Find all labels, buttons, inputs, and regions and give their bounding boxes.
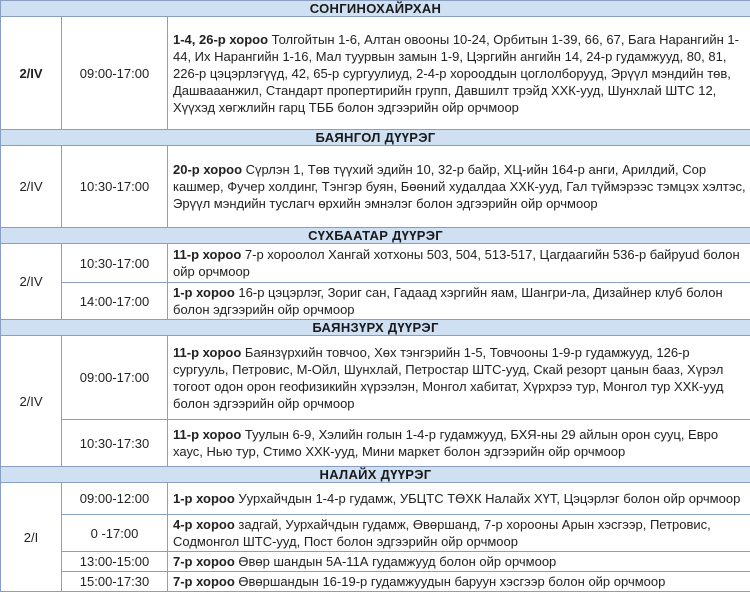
schedule-row <box>1 483 750 515</box>
location-description-cell <box>168 515 750 552</box>
affected-locations-text: 7-р хороолол Хангай хотхоны 503, 504, 513-517, Цагдаагийн 536-р байруud болон ойр орчмоор <box>173 247 740 279</box>
khoroo-label: 7-р хороо <box>173 574 235 589</box>
district-header-row <box>1 130 750 146</box>
time-range-cell: 10:30-17:00 <box>62 244 168 283</box>
date-cell: 2/IV <box>1 244 62 320</box>
district-name: СОНГИНОХАЙРХАН <box>1 1 750 17</box>
schedule-row <box>1 420 750 467</box>
date-cell: 2/IV <box>1 17 62 130</box>
schedule-row <box>1 572 750 592</box>
khoroo-label: 1-4, 26-р хороо <box>173 32 268 47</box>
schedule-row <box>1 244 750 283</box>
khoroo-label: 11-р хороо <box>173 427 241 442</box>
time-range-cell: 15:00-17:30 <box>62 572 168 592</box>
location-description-cell <box>168 336 750 420</box>
schedule-row <box>1 515 750 552</box>
time-range-cell: 09:00-17:00 <box>62 336 168 420</box>
affected-locations-text: Өвөр шандын 5А-11А гудамжууд болон ойр орчмоор <box>235 554 557 569</box>
schedule-row <box>1 17 750 130</box>
schedule-body <box>1 1 750 592</box>
location-description-cell <box>168 283 750 320</box>
khoroo-label: 11-р хороо <box>173 345 241 360</box>
affected-locations-text: Өвөршандын 16-19-р гудамжуудын баруун хэсгээр болон ойр орчмоор <box>235 574 666 589</box>
affected-locations-text: 16-р цэцэрлэг, Зориг сан, Гадаад хэргийн яам, Шангри-ла, Дизайнер клуб болон болон эдгээрийн ойр орчмоор <box>173 285 723 317</box>
khoroo-label: 20-р хороо <box>173 162 242 177</box>
affected-locations-text: Баянзүрхийн товчоо, Хөх тэнгэрийн 1-5, Товчооны 1-9-р гудамжууд, 126-р сургууль, Петровис, М-Ойл, Шунхлай, Петростар ШТС-ууд, Скай резорт цанын бааз, Хүрэл тогоот одон орон геофизикийн хүрээлэн, Монгол хабитат, Хүрхрээ тур, Монгол тур ХХК-ууд болон эдгээрийн ойр орчмоор <box>173 345 723 411</box>
date-cell: 2/IV <box>1 146 62 228</box>
time-range-cell: 13:00-15:00 <box>62 552 168 572</box>
time-range-cell: 09:00-12:00 <box>62 483 168 515</box>
time-range-cell: 10:30-17:30 <box>62 420 168 467</box>
khoroo-label: 1-р хороо <box>173 491 235 506</box>
district-name: БАЯНГОЛ ДҮҮРЭГ <box>1 130 750 146</box>
location-description-cell <box>168 146 750 228</box>
khoroo-label: 4-р хороо <box>173 517 235 532</box>
date-cell: 2/IV <box>1 336 62 467</box>
location-description-cell <box>168 244 750 283</box>
district-header-row <box>1 467 750 483</box>
affected-locations-text: Уурхайчдын 1-4-р гудамж, УБЦТС ТӨХК Налайх ХҮТ, Цэцэрлэг болон ойр орчмоор <box>235 491 741 506</box>
district-header-row <box>1 1 750 17</box>
schedule-row <box>1 336 750 420</box>
time-range-cell: 09:00-17:00 <box>62 17 168 130</box>
location-description-cell <box>168 552 750 572</box>
khoroo-label: 1-р хороо <box>173 285 235 300</box>
district-name: СҮХБААТАР ДҮҮРЭГ <box>1 228 750 244</box>
location-description-cell <box>168 17 750 130</box>
district-name: НАЛАЙХ ДҮҮРЭГ <box>1 467 750 483</box>
khoroo-label: 11-р хороо <box>173 247 241 262</box>
time-range-cell: 0 -17:00 <box>62 515 168 552</box>
schedule-row <box>1 283 750 320</box>
district-name: БАЯНЗҮРХ ДҮҮРЭГ <box>1 320 750 336</box>
location-description-cell <box>168 572 750 592</box>
affected-locations-text: Туулын 6-9, Хэлийн голын 1-4-р гудамжууд, БХЯ-ны 29 айлын орон сууц, Евро хаус, Нью тур, Стимо ХХК-ууд, Мини маркет болон эдгээрийн ойр орчмоор <box>173 427 718 459</box>
affected-locations-text: Сүрлэн 1, Төв түүхий эдийн 10, 32-р байр, ХЦ-ийн 164-р анги, Арилдий, Сор кашмер, Фучер холдинг, Тэнгэр буян, Бөөний худалдаа ХХК-ууд, Гал түймэрээс тэмцэх хэлтэс, Эрүүл мэндийн туслагч өрхийн эмнэлэг болон эдгээрийн ойр орчмоор <box>173 162 746 211</box>
khoroo-label: 7-р хороо <box>173 554 235 569</box>
schedule-row <box>1 146 750 228</box>
schedule-row <box>1 552 750 572</box>
affected-locations-text: Толгойтын 1-6, Алтан овооны 10-24, Орбитын 1-39, 66, 67, Бага Нарангийн 1-44, Их Нарангийн 1-16, Мал туурвын замын 1-9, Цэргийн ангийн 14, 24-р гудамжууд, 80, 81, 226-р цэцэрлэгүүд, 42, 65-р сургуулиуд, 2-4-р хорооддын цоглолборууд, Эрүүл мэндийн төв, Дашвааанжил, Стандарт пропертирийн групп, Давшилт трэйд ХХК-ууд, Шунхлай ШТС 12, Хүүхэд хөгжлийн гарц ТББ болон эдгээрийн ойр орчмоор <box>173 32 739 115</box>
location-description-cell <box>168 483 750 515</box>
time-range-cell: 10:30-17:00 <box>62 146 168 228</box>
district-header-row <box>1 320 750 336</box>
time-range-cell: 14:00-17:00 <box>62 283 168 320</box>
district-header-row <box>1 228 750 244</box>
date-cell: 2/I <box>1 483 62 592</box>
affected-locations-text: задгай, Уурхайчдын гудамж, Өвөршанд, 7-р хорооны Арын хэсгээр, Петровис, Содмонгол ШТС-ууд, Пост болон эдгээрийн ойр орчмоор <box>173 517 711 549</box>
location-description-cell <box>168 420 750 467</box>
